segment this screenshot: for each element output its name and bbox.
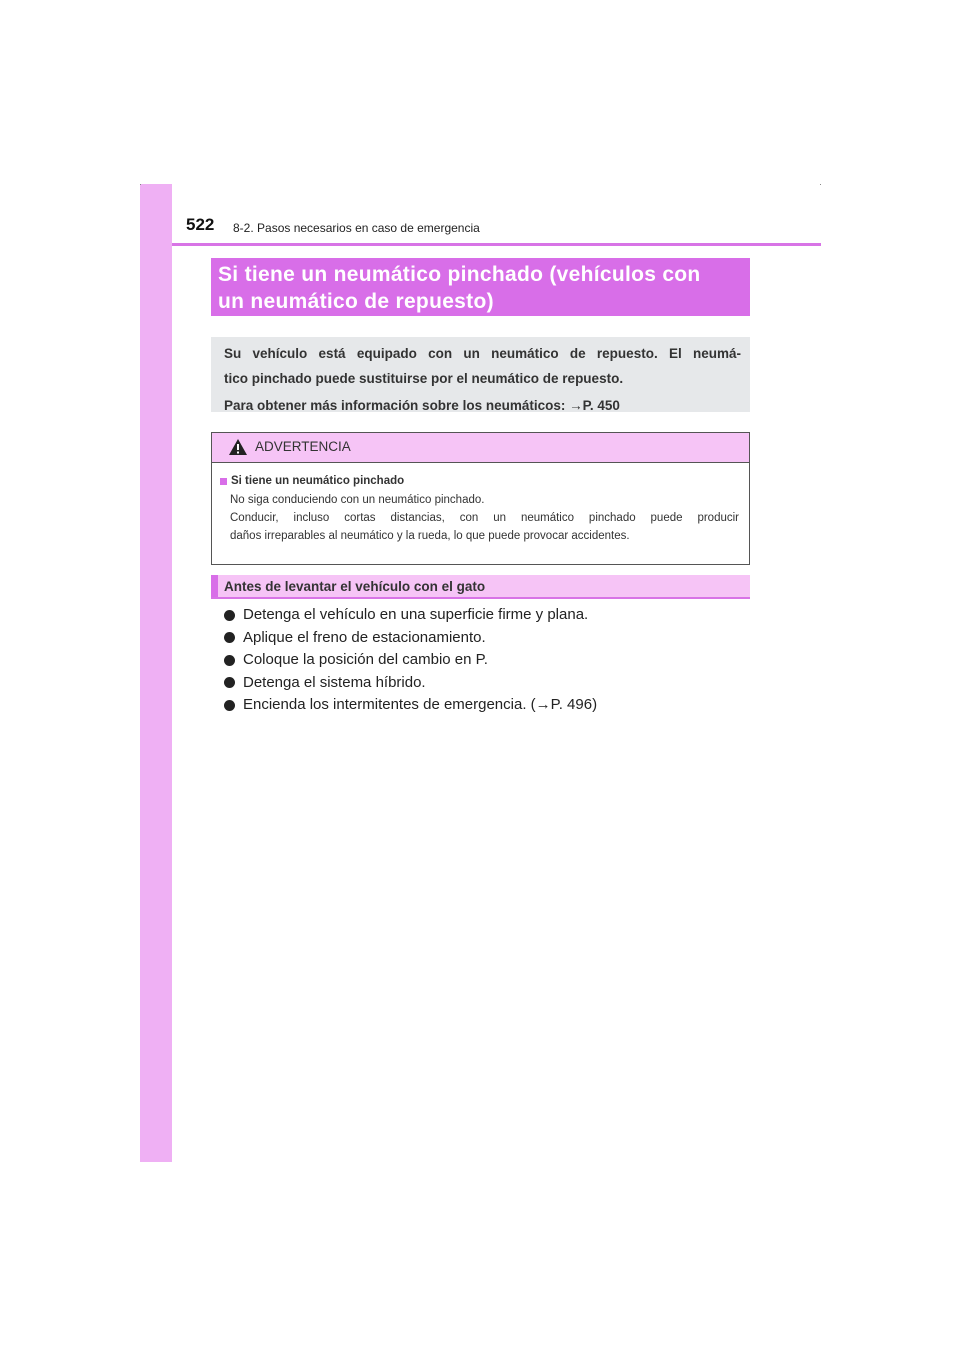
warning-subtitle-text: Si tiene un neumático pinchado	[231, 475, 405, 487]
bullet-icon	[224, 700, 235, 711]
step-text: Detenga el sistema híbrido.	[243, 673, 426, 691]
bullet-icon	[224, 632, 235, 643]
summary-line: tico pinchado puede sustituirse por el neumático de repuesto.	[224, 371, 624, 386]
page-title-line: Si tiene un neumático pinchado (vehículos con	[218, 263, 701, 286]
step-text: Aplique el freno de estacionamiento.	[243, 628, 486, 646]
subheading-label: Antes de levantar el vehículo con el gato	[224, 579, 486, 594]
warning-title: ADVERTENCIA	[255, 439, 351, 454]
crop-mark	[140, 184, 141, 185]
bullet-icon	[224, 677, 235, 688]
bullet-icon	[224, 655, 235, 666]
step-text: Encienda los intermitentes de emergencia. (→P. 496)	[243, 696, 598, 713]
summary-line: Su vehículo está equipado con un neumático de repuesto. El neumá-	[224, 346, 741, 361]
list-item	[224, 694, 597, 717]
step-text: Detenga el vehículo en una superficie firme y plana.	[243, 606, 589, 623]
square-bullet-icon	[220, 478, 227, 485]
step-text: Coloque la posición del cambio en P.	[243, 651, 488, 668]
summary-box	[211, 337, 750, 412]
subheading-accent	[211, 575, 218, 597]
list-item	[224, 672, 597, 695]
section-reference: 8-2. Pasos necesarios en caso de emergencia	[233, 221, 480, 235]
warning-text: Conducir, incluso cortas distancias, con un neumático pinchado puede producir	[230, 512, 739, 524]
page-title	[211, 258, 750, 316]
list-item	[224, 627, 597, 650]
summary-reference-text: Para obtener más información sobre los neumáticos:	[224, 398, 570, 413]
page-number: 522	[186, 215, 215, 234]
warning-subtitle	[220, 475, 739, 487]
list-item	[224, 604, 597, 627]
warning-triangle-icon	[228, 438, 248, 456]
arrow-right-icon: →	[569, 398, 583, 413]
warning-body	[212, 463, 749, 545]
crop-mark	[820, 184, 821, 185]
bullet-icon	[224, 610, 235, 621]
steps-list	[224, 604, 597, 717]
warning-header	[212, 433, 749, 463]
list-item	[224, 649, 597, 672]
warning-box	[211, 432, 750, 565]
warning-text: daños irreparables al neumático y la rueda, lo que puede provocar accidentes.	[230, 530, 630, 542]
page-title-line: un neumático de repuesto)	[218, 290, 494, 313]
side-tab-band	[140, 184, 172, 1162]
summary-reference-line	[224, 393, 741, 418]
page-reference-link[interactable]: P. 450	[582, 398, 620, 413]
header-rule	[172, 243, 821, 246]
warning-text: No siga conduciendo con un neumático pinchado.	[230, 494, 485, 506]
subheading	[211, 575, 750, 599]
